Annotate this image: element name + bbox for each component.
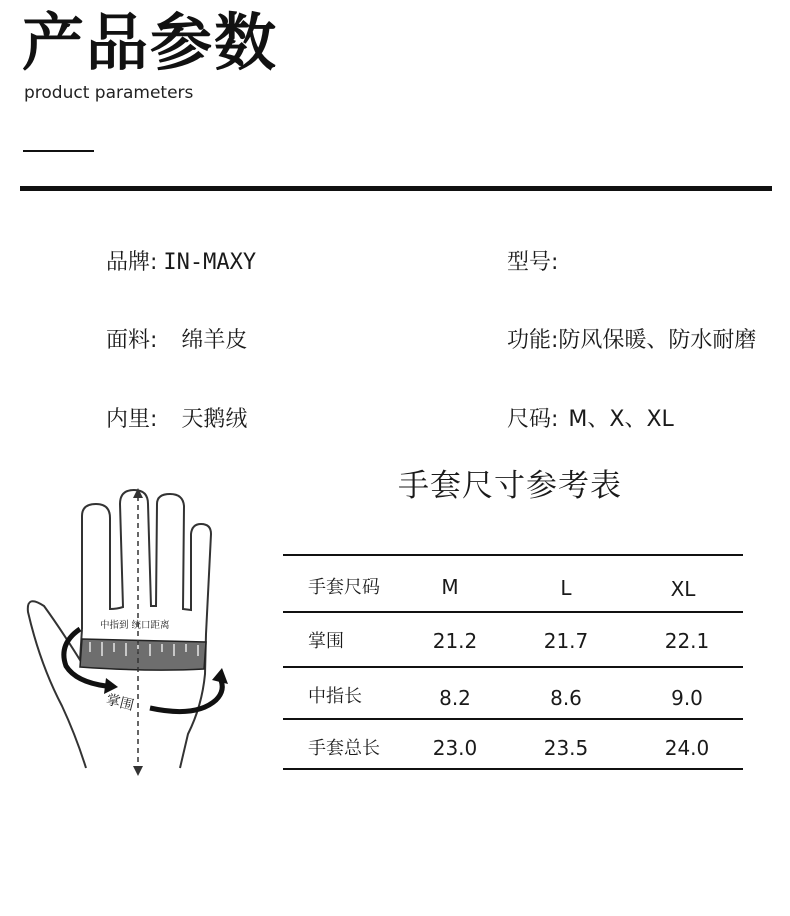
cell-value: 8.6 [550,686,582,710]
cell-value: 23.5 [543,736,589,760]
cell-value: 21.7 [543,629,589,653]
spec-size [493,378,674,434]
cell-value: 21.2 [432,629,478,653]
spec-function [493,299,756,355]
table-bottom-rule [283,768,743,770]
size-chart-title: 手套尺寸参考表 [398,468,622,504]
arrow-down-icon [133,766,143,776]
palm-label: 掌围 [104,691,136,715]
spec-model-label: 型号: [507,250,559,275]
glove-measurement-diagram [20,486,240,776]
spec-lining-label: 内里: [106,407,158,432]
table-top-rule [283,554,743,556]
cell-value: 22.1 [664,629,710,653]
spec-function-value: 防风保暖、防水耐磨 [558,328,757,353]
table-header-rule [283,611,743,613]
spec-material-value: 绵羊皮 [181,328,248,353]
spec-lining [92,378,247,434]
short-divider [23,150,94,152]
table-row-rule [283,666,743,668]
table-header-col-m: M [441,575,459,599]
table-row-rule [283,718,743,720]
spec-lining-value: 天鹅绒 [181,407,248,432]
middle-finger-label: 中指到 统口距离 [100,620,170,631]
glove-thumb-outline [28,601,86,768]
header-divider [20,186,772,191]
cell-value: 24.0 [664,736,710,760]
spec-size-value: M、X、XL [568,407,674,432]
spec-brand-value: IN-MAXY [163,250,257,275]
row-label: 中指长 [308,686,362,707]
palm-arrow-right-head [212,668,228,684]
cell-value: 8.2 [439,686,471,710]
table-header-label: 手套尺码 [308,577,380,598]
spec-model [493,221,558,277]
row-label: 手套总长 [308,738,380,759]
cell-value: 9.0 [671,686,703,710]
palm-arrow-right [150,678,222,712]
spec-material [92,299,247,355]
palm-measuring-tape [80,639,206,670]
spec-function-label: 功能: [507,328,559,353]
row-label: 掌围 [308,631,344,652]
page-subtitle: product parameters [24,83,194,103]
glove-fingers-outline [82,490,211,634]
cell-value: 23.0 [432,736,478,760]
spec-brand-label: 品牌: [106,250,158,275]
spec-material-label: 面料: [106,328,158,353]
page-title: 产品参数 [22,6,279,79]
spec-size-label: 尺码: [507,407,559,432]
spec-brand [92,221,256,277]
table-header-col-xl: XL [670,577,696,601]
table-header-col-l: L [560,576,572,600]
